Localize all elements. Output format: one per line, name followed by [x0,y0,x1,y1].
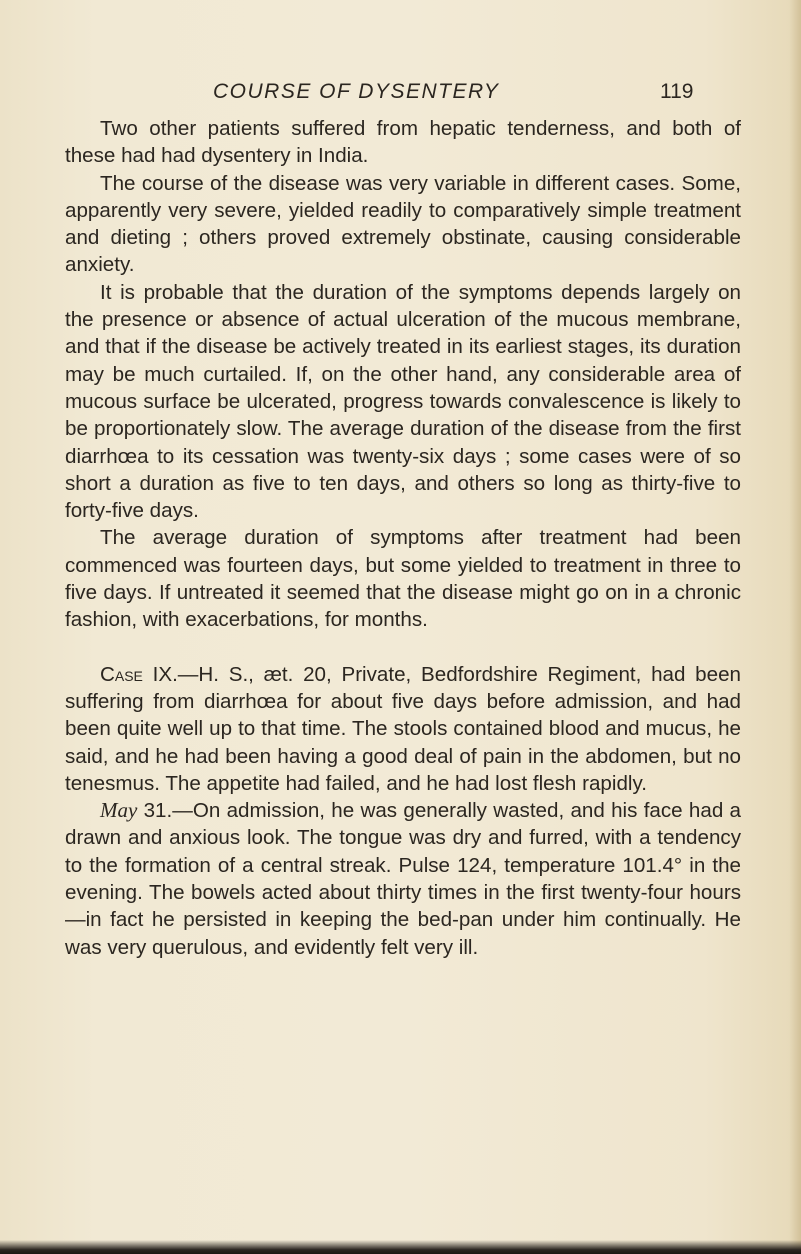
case-ix-paragraph [65,661,741,797]
paragraph-course-variable: The course of the disease was very variable in different cases. Some, apparently very severe, yielded readily to comparatively simple treatment and dieting ; others proved extremely obstinate, causing considerable anxiety. [65,171,741,277]
running-title: COURSE OF DYSENTERY [213,80,500,103]
body-text [65,115,741,961]
case-text: —H. S., æt. 20, Private, Bedfordshire Regiment, had been suffering from diarrhœa for about five days before admission, and had been quite well up to that time. The stools contained blood and mucus, he said, and he had been having a good deal of pain in the abdomen, but no tenesmus. The appetite had failed, and he had lost flesh rapidly. [65,662,741,795]
paragraph-duration-symptoms: It is probable that the duration of the symptoms depends largely on the presence or absence of actual ulceration of the mucous membrane, and that if the disease be actively treated in its earliest stages, its duration may be much curtailed. If, on the other hand, any considerable area of mucous surface be ulcerated, progress towards convalescence is likely to be proportionately slow. The average duration of the disease from the first diarrhœa to its cessation was twenty-six days ; some cases were of so short a duration as five to ten days, and others so long as thirty-five to forty-five days. [65,280,741,523]
case-label: Case IX. [100,662,178,686]
entry-date: May [100,798,138,823]
entry-text: 31.—On admission, he was generally wasted, and his face had a drawn and anxious look. The tongue was dry and furred, with a tendency to the formation of a central streak. Pulse 124, temperature 101.4° in the evening. The bowels acted about thirty times in the first twenty-four hours—in fact he persisted in keeping the bed-pan under him continually. He was very querulous, and evidently felt very ill. [65,799,741,959]
page-number: 119 [660,80,694,103]
page-bottom-edge [0,1240,801,1254]
page-header [0,80,801,110]
paragraph-hepatic-tenderness: Two other patients suffered from hepatic tenderness, and both of these had had dysentery in India. [65,117,741,168]
may-31-entry [65,797,741,961]
page-edge-shadow [789,0,801,1254]
paragraph-duration-after-treatment: The average duration of symptoms after treatment had been commenced was fourteen days, but some yielded to treatment in three to five days. If untreated it seemed that the disease might go on in a chronic fashion, with exacerbations, for months. [65,526,741,632]
